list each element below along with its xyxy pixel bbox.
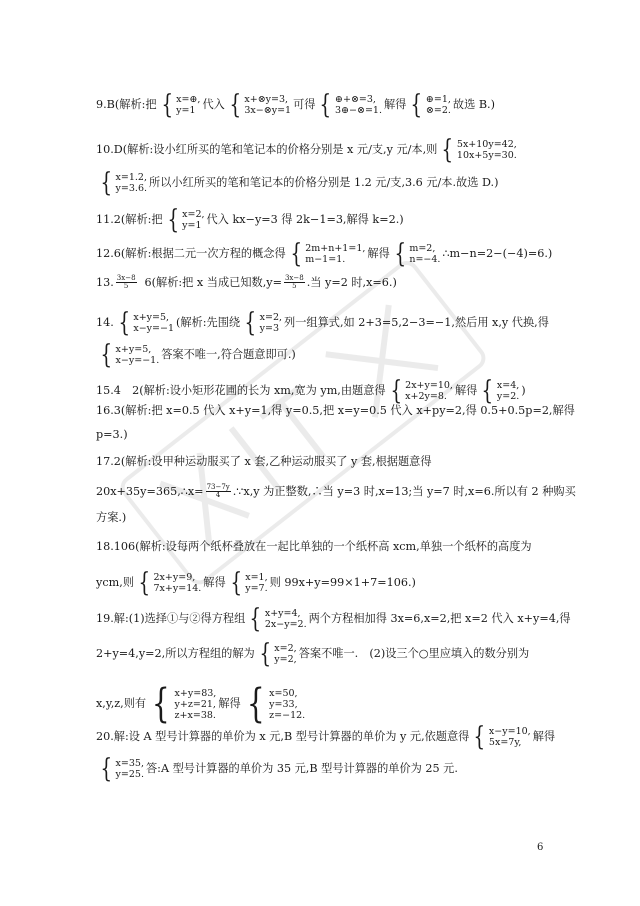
eq: x−y=10, <box>488 726 531 737</box>
system: { x=⊕, y=1 <box>161 90 201 120</box>
text: ycm,则 <box>96 576 134 589</box>
text: .当 y=2 时,x=6.) <box>306 275 397 289</box>
fraction <box>206 484 231 499</box>
system: { ⊕=1, ⊗=2. <box>410 90 451 120</box>
answer-18-line-2 <box>96 570 416 596</box>
eq: x=2, <box>259 312 283 323</box>
system: { x=2, y=2, <box>259 639 297 669</box>
answer-20-line-1 <box>96 724 555 750</box>
eq: ⊗=2. <box>425 105 451 116</box>
eq: y=33, <box>269 698 298 710</box>
text: ) <box>521 384 526 397</box>
denominator: 5 <box>123 282 129 290</box>
numerator: 73−7y <box>206 483 230 491</box>
system: { x=50, y=33, z=−12. <box>246 681 306 727</box>
system: { 5x+10y=42, 10x+5y=30. <box>441 135 517 165</box>
system: { x=4, y=2. <box>481 376 520 406</box>
text: x,y,z,则有 <box>96 697 147 710</box>
system: { x−y=10, 5x=7y, <box>473 722 531 752</box>
eq: x+y=5, <box>115 344 152 355</box>
text: 20x+35y=365,∴x= <box>96 484 204 498</box>
text: 16.3(解析:把 x=0.5 代入 x+y=1,得 y=0.5,把 x=y=0.5 代入 x+py=2,得 0.5+0.5p=2,解得 <box>96 404 575 417</box>
text: 2+y=4,y=2,所以方程组的解为 <box>96 647 255 660</box>
system: { m=2, n=−4. <box>394 239 441 269</box>
text: 两个方程相加得 3x=6,x=2,把 x=2 代入 x+y=4,得 <box>308 612 571 625</box>
eq: x=35, <box>115 758 144 769</box>
text: 解得 <box>203 576 226 589</box>
system: { x=1.2, y=3.6. <box>100 168 148 198</box>
eq: 7x+y=14. <box>153 583 202 594</box>
system: { x+y=83, y+z=21, z+x=38. <box>151 681 217 727</box>
denominator: 5 <box>292 282 297 290</box>
fraction <box>116 275 137 290</box>
text: 答案不唯一,符合题意即可.) <box>161 348 296 361</box>
eq: x+y=4, <box>264 608 301 619</box>
text: 15.4 2(解析:设小矩形花圃的长为 xm,宽为 ym,由题意得 <box>96 384 386 397</box>
text: 方案.) <box>96 511 127 524</box>
eq: y=7. <box>245 583 268 594</box>
eq: n=−4. <box>409 254 441 265</box>
answer-19-line-3 <box>96 681 307 727</box>
eq: x+y=5, <box>133 312 170 323</box>
system: { x+y=5, x−y=−1. <box>100 340 160 370</box>
numerator: 3x−8 <box>116 274 136 282</box>
eq: x=2, <box>274 643 297 654</box>
eq: 2x−y=2. <box>264 619 307 630</box>
eq: 3⊕−⊗=1. <box>335 105 382 116</box>
answer-14-line-1 <box>96 310 549 336</box>
eq: x+y=83, <box>174 687 217 699</box>
text: 所以小红所买的笔和笔记本的价格分别是 1.2 元/支,3.6 元/本.故选 D.) <box>149 176 499 189</box>
answer-16-line-2 <box>96 428 128 442</box>
answer-10-line-2 <box>96 170 498 196</box>
text: 19.解:(1)选择①与②得方程组 <box>96 612 246 625</box>
text: 9.B(解析:把 <box>96 98 157 111</box>
text: 20.解:设 A 型号计算器的单价为 x 元,B 型号计算器的单价为 y 元,依题意得 <box>96 730 470 743</box>
answer-12 <box>96 241 552 267</box>
eq: x=50, <box>269 687 298 699</box>
text: 解得 <box>383 98 407 111</box>
eq: y=25. <box>115 769 144 780</box>
answer-19-line-2 <box>96 641 529 667</box>
system: { x=1, y=7. <box>230 568 268 598</box>
answer-17-line-1 <box>96 455 432 469</box>
eq: x=1, <box>245 572 268 583</box>
eq: x=2, <box>182 209 205 220</box>
text: 代入 <box>202 98 225 111</box>
answer-18-line-1 <box>96 540 532 554</box>
text: 17.2(解析:设甲种运动服买了 x 套,乙种运动服买了 y 套,根据题意得 <box>96 455 432 468</box>
eq: ⊕=1, <box>425 94 451 105</box>
system: { x+⊗y=3, 3x−⊗y=1 <box>229 90 292 120</box>
text: 6(解析:把 x 当成已知数,y= <box>144 275 282 289</box>
eq: 2x+y=9, <box>153 572 196 583</box>
system: { 2m+n+1=1, m−1=1. <box>290 239 366 269</box>
eq: y=3.6. <box>115 183 148 194</box>
eq: 2m+n+1=1, <box>305 243 366 254</box>
answer-17-line-2 <box>96 484 576 499</box>
text: 答案不唯一. (2)设三个○里应填入的数分别为 <box>298 647 530 660</box>
eq: 3x−⊗y=1 <box>244 105 292 116</box>
eq: m−1=1. <box>305 254 346 265</box>
eq: y=2, <box>274 654 297 665</box>
text: ∴m−n=2−(−4)=6.) <box>442 247 553 260</box>
eq: x−y=−1 <box>133 323 174 334</box>
text: 解得 <box>532 730 556 743</box>
system: { x=35, y=25. <box>100 754 144 784</box>
answer-17-line-3 <box>96 511 126 525</box>
text: 12.6(解析:根据二元一次方程的概念得 <box>96 247 286 260</box>
text: 18.106(解析:设每两个纸杯叠放在一起比单独的一个纸杯高 xcm,单独一个纸杯的高度为 <box>96 540 532 553</box>
denominator: 4 <box>215 491 221 499</box>
eq: ⊕+⊗=3, <box>335 94 376 105</box>
text: (解析:先围绕 <box>176 316 241 329</box>
answer-11 <box>96 207 404 233</box>
eq: y+z=21, <box>174 698 216 710</box>
answer-15 <box>96 378 526 404</box>
eq: y=2. <box>496 391 520 402</box>
text: 故选 B.) <box>452 98 495 111</box>
page-number: 6 <box>537 842 544 853</box>
fraction <box>284 275 305 290</box>
eq: m=2, <box>409 243 436 254</box>
text: 解得 <box>218 697 241 710</box>
system: { x=2, y=3 <box>244 308 283 338</box>
text: 10.D(解析:设小红所买的笔和笔记本的价格分别是 x 元/支,y 元/本,则 <box>96 143 438 156</box>
eq: x=4, <box>496 380 520 391</box>
eq: z=−12. <box>269 709 306 721</box>
text: 14. <box>96 316 114 329</box>
text: p=3.) <box>96 428 128 441</box>
answer-9 <box>96 92 495 118</box>
numerator: 3x−8 <box>284 274 304 282</box>
text: 可得 <box>293 98 316 111</box>
eq: y=1 <box>182 220 202 231</box>
eq: x+2y=8. <box>405 391 447 402</box>
eq: x−y=−1. <box>115 355 160 366</box>
answer-19-line-1 <box>96 606 571 632</box>
text: .∵x,y 为正整数,∴当 y=3 时,x=13;当 y=7 时,x=6.所以有 2 种购买 <box>232 484 576 498</box>
system: { 2x+y=10, x+2y=8. <box>390 376 453 406</box>
text: 13. <box>96 275 114 289</box>
answer-20-line-2 <box>96 756 458 782</box>
eq: y=1 <box>176 105 196 116</box>
system: { x=2, y=1 <box>167 205 205 235</box>
system: { x+y=5, x−y=−1 <box>118 308 174 338</box>
eq: z+x=38. <box>174 709 216 721</box>
answer-13 <box>96 275 397 290</box>
eq: y=3 <box>259 323 279 334</box>
eq: 10x+5y=30. <box>456 150 517 161</box>
system: { x+y=4, 2x−y=2. <box>249 604 307 634</box>
text: 解得 <box>454 384 478 397</box>
system: { 2x+y=9, 7x+y=14. <box>138 568 202 598</box>
system: { ⊕+⊗=3, 3⊕−⊗=1. <box>319 90 382 120</box>
text: 答:A 型号计算器的单价为 35 元,B 型号计算器的单价为 25 元. <box>145 762 458 775</box>
text: 列一组算式,如 2+3=5,2−3=−1,然后用 x,y 代换,得 <box>284 316 549 329</box>
eq: x=1.2, <box>115 172 147 183</box>
text: 解得 <box>367 247 390 260</box>
answer-16-line-1 <box>96 404 575 418</box>
text: 则 99x+y=99×1+7=106.) <box>269 576 416 589</box>
eq: x=⊕, <box>176 94 201 105</box>
eq: x+⊗y=3, <box>244 94 289 105</box>
text: 11.2(解析:把 <box>96 213 163 226</box>
text: 代入 kx−y=3 得 2k−1=3,解得 k=2.) <box>206 213 404 226</box>
eq: 5x=7y, <box>488 737 522 748</box>
eq: 5x+10y=42, <box>456 139 517 150</box>
answer-14-line-2 <box>96 342 296 368</box>
eq: 2x+y=10, <box>405 380 453 391</box>
answer-10-line-1 <box>96 137 519 163</box>
